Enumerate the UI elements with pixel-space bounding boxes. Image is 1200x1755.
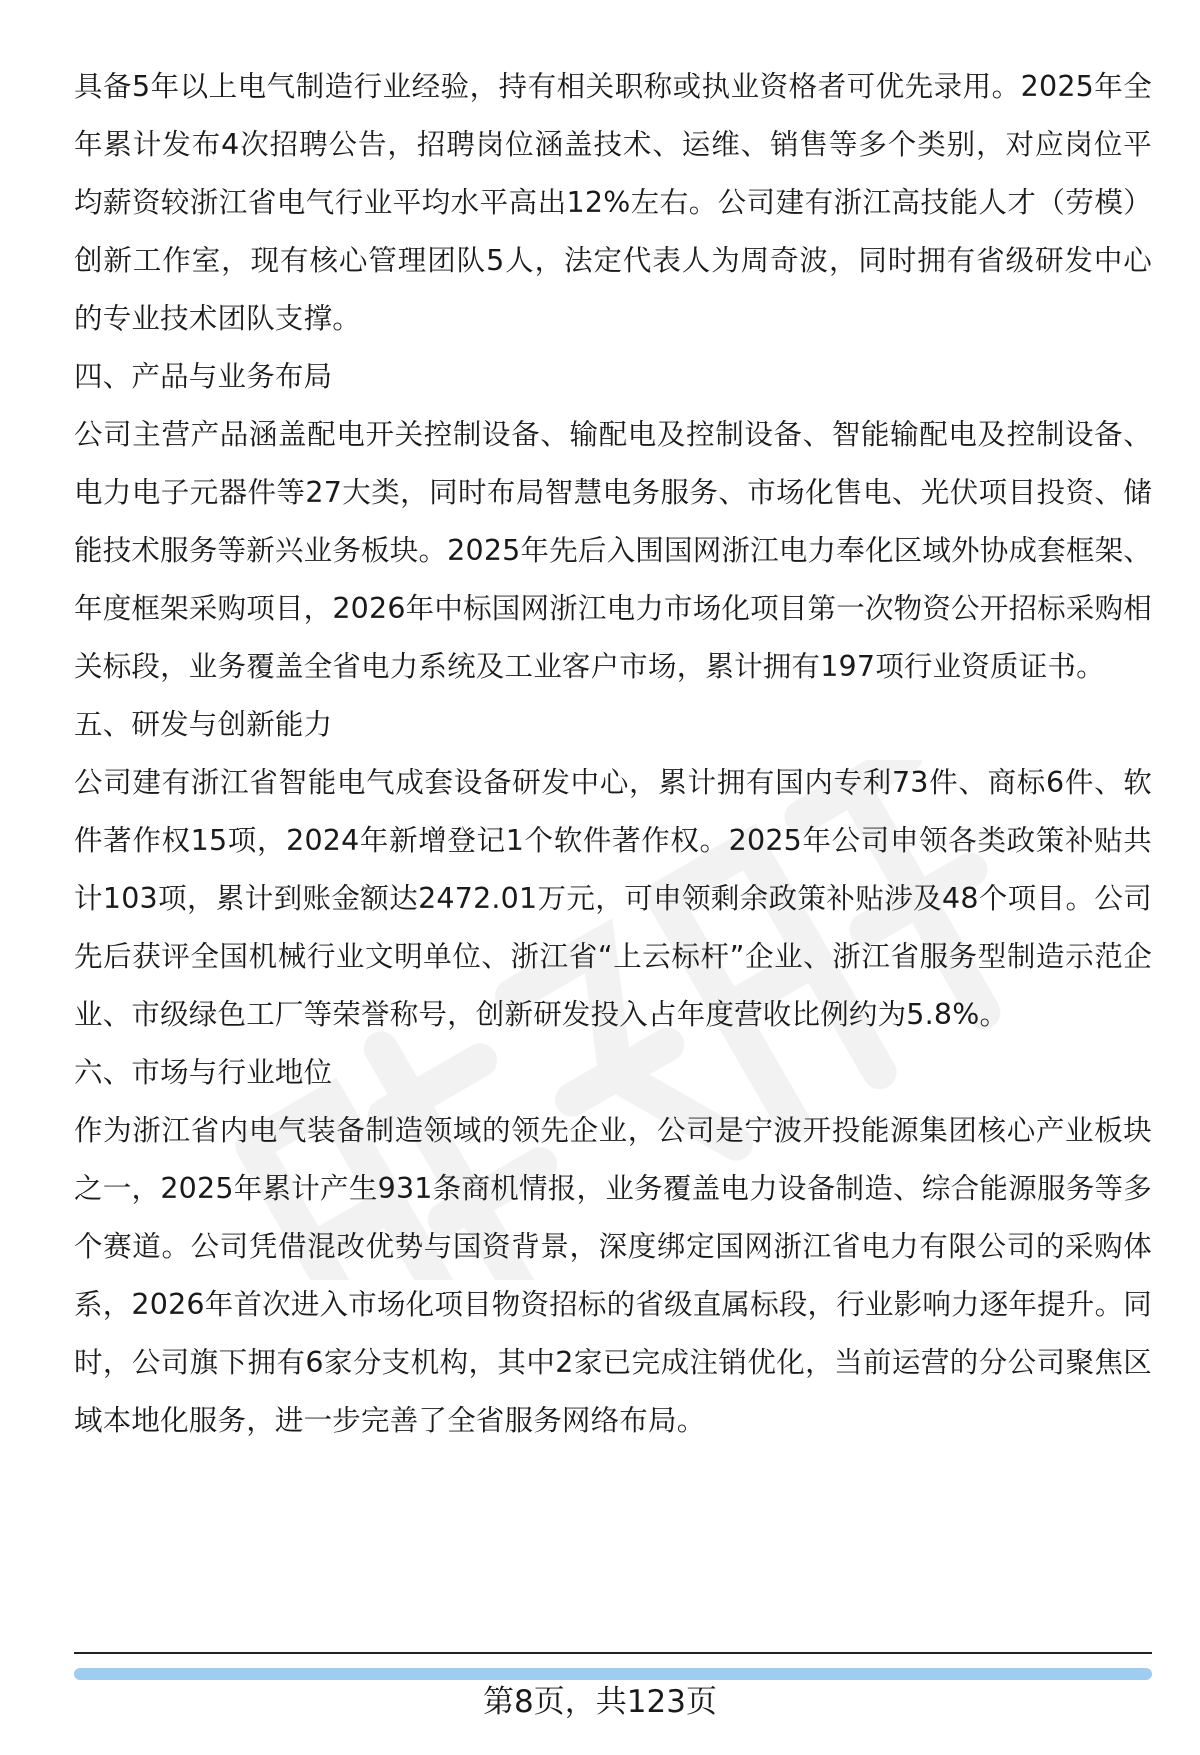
paragraph-rnd: 公司建有浙江省智能电气成套设备研发中心，累计拥有国内专利73件、商标6件、软件著作权15项，2024年新增登记1个软件著作权。2025年公司申领各类政策补贴共计103项，累计到账金额达2472.01万元，可申领剩余政策补贴涉及48个项目。公司先后获评全国机械行业文明单位、浙江省“上云标杆”企业、浙江省服务型制造示范企业、市级绿色工厂等荣誉称号，创新研发投入占年度营收比例约为5.8%。 [74,766,1152,1031]
footer-accent-bar [74,1668,1152,1680]
paragraph-market: 作为浙江省内电气装备制造领域的领先企业，公司是宁波开投能源集团核心产业板块之一，2025年累计产生931条商机情报，业务覆盖电力设备制造、综合能源服务等多个赛道。公司凭借混改优势与国资背景，深度绑定国网浙江省电力有限公司的采购体系，2026年首次进入市场化项目物资招标的省级直属标段，行业影响力逐年提升。同时，公司旗下拥有6家分支机构，其中2家已完成注销优化，当前运营的分公司聚焦区域本地化服务，进一步完善了全省服务网络布局。 [74,1114,1152,1437]
section-heading-products: 四、产品与业务布局 [74,360,333,393]
footer-divider [74,1652,1152,1654]
document-body [74,58,1152,1450]
section-heading-rnd: 五、研发与创新能力 [74,708,333,741]
paragraph-recruitment: 具备5年以上电气制造行业经验，持有相关职称或执业资格者可优先录用。2025年全年累计发布4次招聘公告，招聘岗位涵盖技术、运维、销售等多个类别，对应岗位平均薪资较浙江省电气行业平均水平高出12%左右。公司建有浙江高技能人才（劳模）创新工作室，现有核心管理团队5人，法定代表人为周奇波，同时拥有省级研发中心的专业技术团队支撑。 [74,70,1152,335]
page-number: 第8页，共123页 [483,1684,717,1720]
paragraph-products: 公司主营产品涵盖配电开关控制设备、输配电及控制设备、智能输配电及控制设备、电力电子元器件等27大类，同时布局智慧电务服务、市场化售电、光伏项目投资、储能技术服务等新兴业务板块。2025年先后入围国网浙江电力奉化区域外协成套框架、年度框架采购项目，2026年中标国网浙江电力市场化项目第一次物资公开招标采购相关标段，业务覆盖全省电力系统及工业客户市场，累计拥有197项行业资质证书。 [74,418,1152,683]
section-heading-market: 六、市场与行业地位 [74,1056,333,1089]
